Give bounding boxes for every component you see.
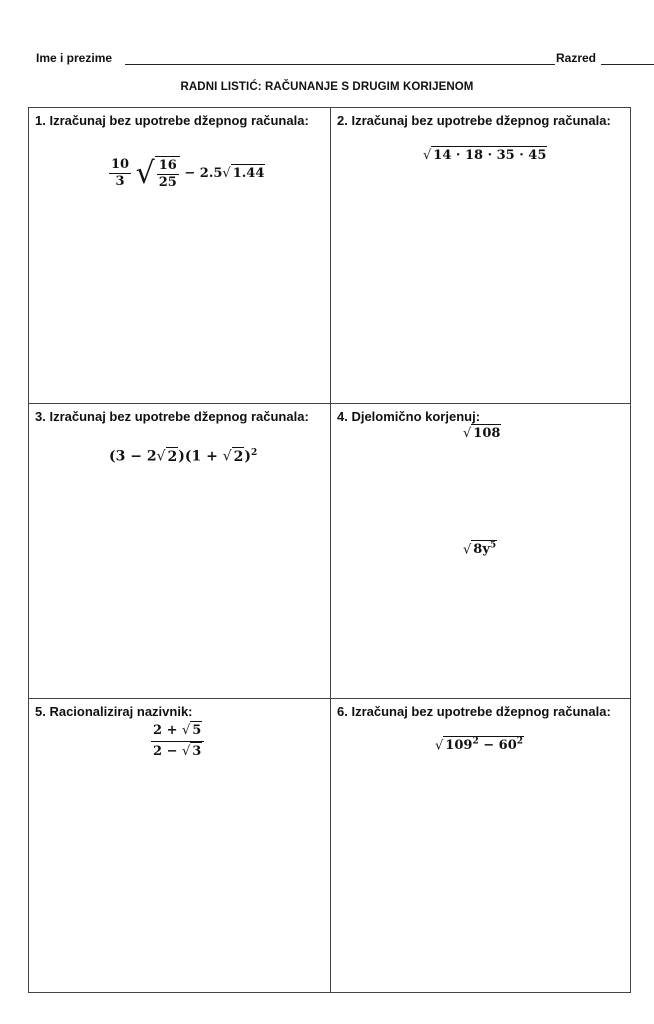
name-blank-line[interactable]: [125, 64, 555, 65]
task-5-den-text: 2 −: [153, 744, 182, 759]
task-1-title: 1. Izračunaj bez upotrebe džepnog računala:: [35, 113, 309, 128]
task-2-radicand: 14 · 18 · 35 · 45: [433, 148, 547, 163]
task-4-radicand-2: 8y: [473, 542, 490, 558]
task-grid: [28, 107, 631, 993]
task-3-root-b: 2: [233, 448, 244, 465]
task-6-title: 6. Izračunaj bez upotrebe džepnog računala:: [337, 704, 611, 719]
task-1-root-fraction: √ $\frac{16}{25}$: [136, 156, 180, 191]
task-5-num-root: 5: [192, 723, 202, 738]
task-2-cell[interactable]: [331, 108, 632, 403]
task-4-radicand-1: 108: [473, 426, 501, 441]
task-1-root-num: 16: [158, 158, 177, 173]
task-3-part1: (3 − 2: [109, 448, 157, 465]
task-4-cell[interactable]: [331, 404, 632, 698]
task-6-expression: √ $109^2 - 60^2$: [435, 737, 524, 754]
task-5-title: 5. Racionaliziraj nazivnik:: [35, 704, 193, 719]
task-3-exponent: 2: [251, 448, 258, 458]
task-3-root-a: 2: [167, 448, 178, 465]
task-3-close-paren: ): [244, 448, 252, 465]
task-4-title: 4. Djelomično korjenuj:: [337, 409, 481, 424]
task-1-root-den: 25: [158, 175, 177, 190]
name-label: Ime i prezime: [36, 51, 113, 65]
task-6-cell[interactable]: [331, 699, 632, 993]
class-blank-line[interactable]: [601, 64, 654, 65]
task-4-exponent: 5: [489, 541, 497, 551]
task-3-expression: (3 − 2√ 2)(1 + √ 2)$^2$: [109, 448, 258, 465]
task-5-expression: $\frac{2 + √ 5}{2 - √ 3}$: [151, 721, 204, 762]
worksheet-title: RADNI LISTIĆ: RAČUNANJE S DRUGIM KORIJENOM: [180, 81, 474, 93]
task-5-den-root: 3: [192, 744, 202, 759]
task-6-minus: −: [478, 738, 499, 754]
task-1-frac-den: 3: [115, 174, 125, 189]
task-4-expression-1: √ 108: [463, 426, 501, 441]
task-6-exp-2: 2: [516, 737, 524, 747]
task-4-expression-2: √ $8y^5$: [463, 541, 497, 558]
task-3-cell[interactable]: [29, 404, 330, 698]
task-3-part2: )(1 +: [178, 448, 223, 465]
task-2-title: 2. Izračunaj bez upotrebe džepnog računala:: [337, 113, 611, 128]
task-3-title: 3. Izračunaj bez upotrebe džepnog računala:: [35, 409, 309, 424]
class-label: Razred: [556, 51, 597, 65]
task-6-base-2: 60: [498, 738, 517, 754]
name-class-header: [36, 51, 626, 69]
task-1-frac-num: 10: [111, 157, 130, 172]
task-1-cell[interactable]: [29, 108, 330, 403]
task-2-expression: √ 14 · 18 · 35 · 45: [423, 148, 547, 163]
task-5-num-text: 2 +: [153, 723, 182, 738]
task-1-root-144: 1.44: [232, 166, 265, 181]
task-5-cell[interactable]: [29, 699, 330, 993]
task-6-exp-1: 2: [472, 737, 479, 747]
task-1-expression: $\frac{10}{3}$ √ $\frac{16}{25}$ − 2.5√ 1.44: [111, 156, 265, 191]
task-1-fraction: [109, 157, 131, 190]
task-1-minus-coef: − 2.5: [184, 166, 223, 181]
task-6-base-1: 109: [445, 738, 473, 754]
